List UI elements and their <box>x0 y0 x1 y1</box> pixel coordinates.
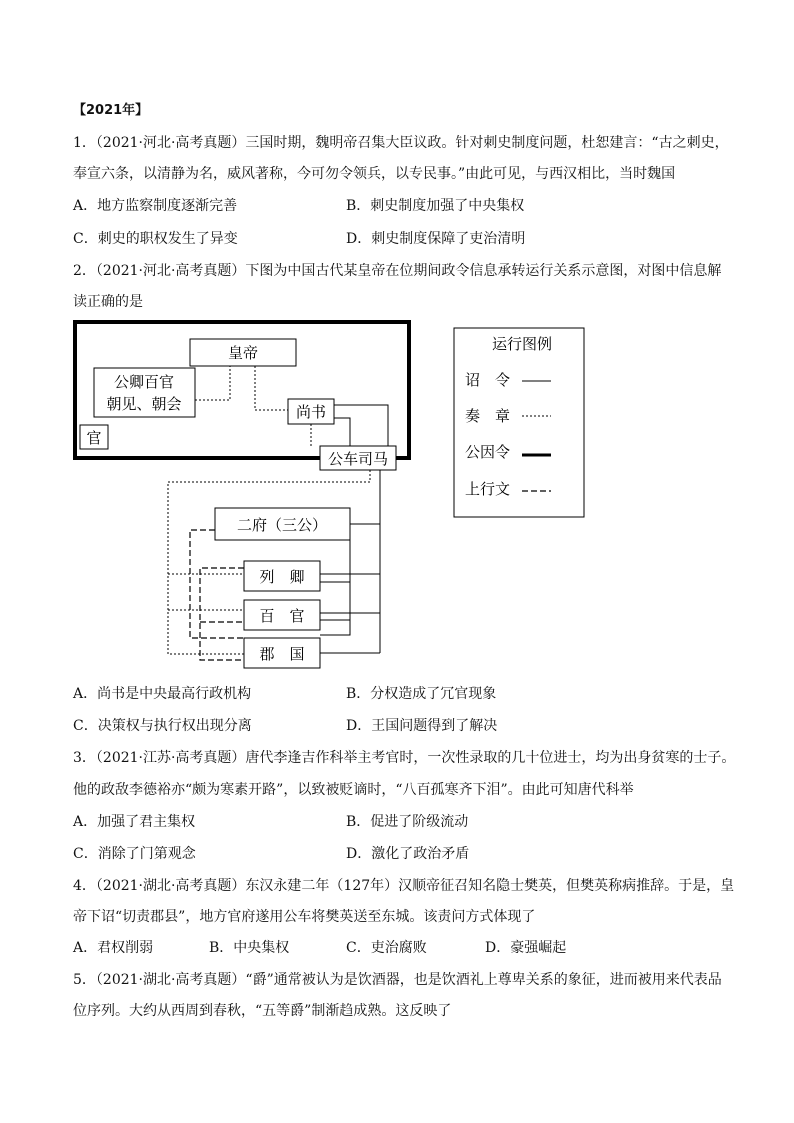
question-1-option-a: A．地方监察制度逐渐完善 <box>73 198 238 214</box>
question-4-stem-line-1: 4．（2021·湖北·高考真题）东汉永建二年（127年）汉顺帝征召知名隐士樊英，但樊英称病推辞。于是，皇 <box>73 878 735 894</box>
junguo-label: 郡 国 <box>259 645 305 663</box>
question-3-stem-line-2: 他的政敌李德裕亦“颇为寒素开路”，以致被贬谪时，“八百孤寒齐下泪”。由此可知唐代科举 <box>73 782 634 798</box>
question-2-option-b: B．分权造成了冗官现象 <box>346 686 497 702</box>
emperor-label: 皇帝 <box>227 344 259 362</box>
question-4-option-b: B．中央集权 <box>209 940 290 956</box>
section-title: 【2021年】 <box>73 103 149 118</box>
question-1-option-b: B．刺史制度加强了中央集权 <box>346 198 525 214</box>
question-3-option-a: A．加强了君主集权 <box>73 814 196 830</box>
question-2-option-c: C．决策权与执行权出现分离 <box>73 718 252 734</box>
question-3-stem-line-1: 3．（2021·江苏·高考真题）唐代李逢吉作科举主考官时，一次性录取的几十位进士，均为出身贫寒的士子。 <box>73 750 736 766</box>
lieqing-label: 列 卿 <box>259 568 305 586</box>
legend-title: 运行图例 <box>491 335 553 353</box>
erfu-label: 二府（三公） <box>236 516 328 534</box>
question-5-stem-line-1: 5．（2021·湖北·高考真题）“爵”通常被认为是饮酒器，也是饮酒礼上尊卑关系的象征，进而被用来代表品 <box>73 972 722 988</box>
question-5-stem-line-2: 位序列。大约从西周到春秋，“五等爵”制渐趋成熟。这反映了 <box>73 1003 452 1019</box>
question-1-option-d: D．刺史制度保障了吏治清明 <box>346 231 526 247</box>
legend-label-memorial: 奏 章 <box>465 407 511 425</box>
legend-label-gongyin: 公因令 <box>465 443 511 461</box>
baiguan-label: 百 官 <box>259 607 305 625</box>
question-1-stem-line-2: 奉宣六条，以清静为名，威风著称，今可勿令领兵，以专民事。”由此可见，与西汉相比，当时魏国 <box>73 166 676 182</box>
legend-label-edict: 诏 令 <box>465 371 511 389</box>
gongqing-label-2: 朝见、朝会 <box>106 395 182 413</box>
question-3-option-d: D．激化了政治矛盾 <box>346 846 470 862</box>
gongche-label: 公车司马 <box>327 450 389 468</box>
question-1-option-c: C．刺史的职权发生了异变 <box>73 231 238 247</box>
question-3-option-b: B．促进了阶级流动 <box>346 814 469 830</box>
upward-document-lines <box>190 530 244 660</box>
question-4-option-a: A．君权削弱 <box>73 940 154 956</box>
government-flow-diagram <box>0 315 794 675</box>
question-1-stem-line-1: 1．（2021·河北·高考真题）三国时期，魏明帝召集大臣议政。针对刺史制度问题，杜恕建言：“古之刺史， <box>73 135 729 151</box>
question-4-option-d: D．豪强崛起 <box>485 940 567 956</box>
shangshu-label: 尚书 <box>295 403 327 421</box>
question-4-stem-line-2: 帝下诏“切责郡县”，地方官府遂用公车将樊英送至东城。该责问方式体现了 <box>73 909 536 925</box>
question-2-stem-line-1: 2．（2021·河北·高考真题）下图为中国古代某皇帝在位期间政令信息承转运行关系示意图，对图中信息解 <box>73 263 722 279</box>
question-2-stem-line-2: 读正确的是 <box>73 294 143 310</box>
gongqing-label-1: 公卿百官 <box>113 373 175 391</box>
question-4-option-c: C．吏治腐败 <box>346 940 427 956</box>
legend-label-upward: 上行文 <box>465 480 511 498</box>
question-2-option-a: A．尚书是中央最高行政机构 <box>73 686 252 702</box>
question-2-option-d: D．王国问题得到了解决 <box>346 718 498 734</box>
guan-label: 官 <box>86 429 102 447</box>
question-3-option-c: C．消除了门第观念 <box>73 846 196 862</box>
